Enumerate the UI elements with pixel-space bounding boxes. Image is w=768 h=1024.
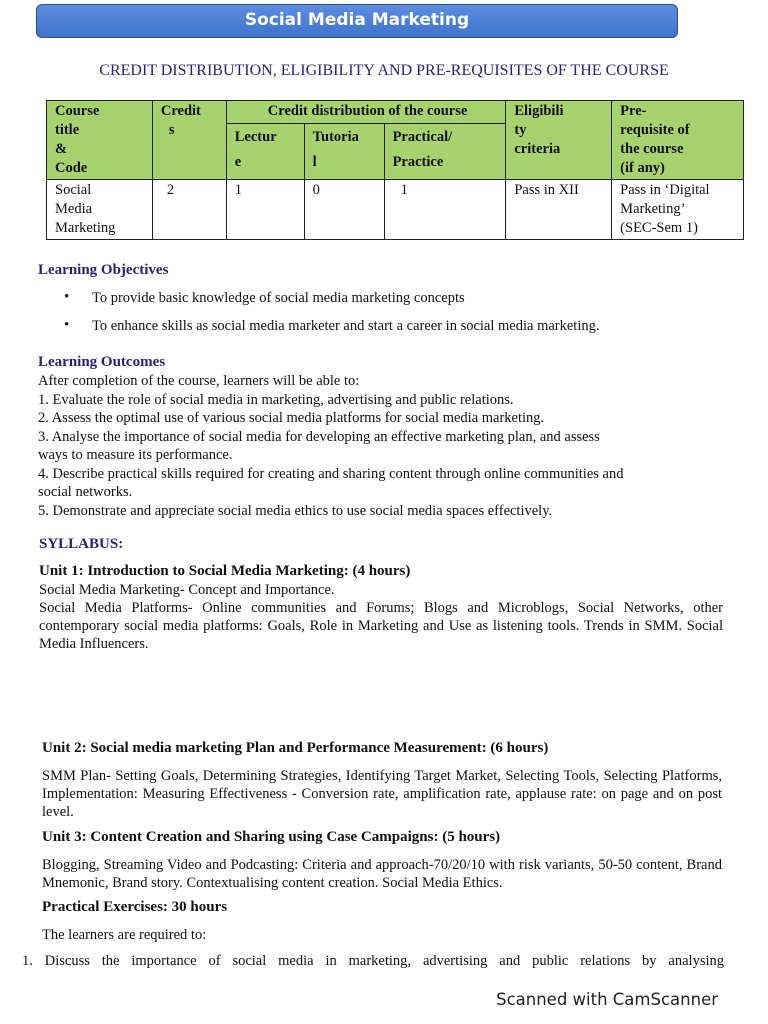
cell-eligibility: Pass in XII xyxy=(506,180,612,240)
cell-prerequisite: Pass in ‘Digital Marketing’ (SEC-Sem 1) xyxy=(612,180,744,240)
header-practical: Practical/ Practice xyxy=(384,124,506,180)
page-banner: Social Media Marketing xyxy=(36,4,678,38)
practical-title: Practical Exercises: 30 hours xyxy=(42,899,228,915)
unit1-line: Social Media Marketing- Concept and Importance. xyxy=(39,582,335,598)
syllabus-title: SYLLABUS: xyxy=(39,536,124,552)
header-lecture: Lectur e xyxy=(226,124,304,180)
cell-lecture: 1 xyxy=(226,180,304,240)
table-row xyxy=(47,180,744,240)
list-item: • To provide basic knowledge of social media marketing concepts xyxy=(60,290,600,318)
unit3-text: Blogging, Streaming Video and Podcasting: Criteria and approach-70/20/10 with risk variants, 50-50 content, Brand Mnemonic, Brand story. Contextualising content creation. Social Media Ethics. xyxy=(42,857,722,891)
outcome-line: 1. Evaluate the role of social media in marketing, advertising and public relations. xyxy=(38,391,514,408)
header-prerequisite: Pre- requisite of the course (if any) xyxy=(612,101,744,180)
header-eligibility: Eligibili ty criteria xyxy=(506,101,612,180)
section-heading: CREDIT DISTRIBUTION, ELIGIBILITY AND PRE-REQUISITES OF THE COURSE xyxy=(99,62,669,79)
outcome-line: 2. Assess the optimal use of various social media platforms for social media marketing. xyxy=(38,410,545,426)
outcome-line: After completion of the course, learners will be able to: xyxy=(38,373,360,389)
learning-objectives-title: Learning Objectives xyxy=(38,262,169,278)
header-course: Course title & Code xyxy=(47,101,153,180)
learning-outcomes-title: Learning Outcomes xyxy=(38,354,166,370)
outcome-line: social networks. xyxy=(38,484,133,500)
unit1-title: Unit 1: Introduction to Social Media Marketing: (4 hours) xyxy=(39,563,411,579)
cell-practical: 1 xyxy=(384,180,506,240)
credit-distribution-table xyxy=(46,100,744,240)
outcome-line: ways to measure its performance. xyxy=(38,447,233,463)
learning-outcomes-text xyxy=(38,372,738,520)
unit1-line: Social Media Platforms- Online communities and Forums; Blogs and Microblogs, Social Networks, other contemporary social media platforms: Goals, Role in Marketing and Use as listening tools. Trends in SMM. Social Media Influencers. xyxy=(39,600,723,652)
header-credits: Credit s xyxy=(152,101,226,180)
outcome-line: 4. Describe practical skills required for creating and sharing content through online communities and xyxy=(38,465,624,482)
camscanner-watermark: Scanned with CamScanner xyxy=(496,990,718,1009)
list-item: • To enhance skills as social media marketer and start a career in social media marketing. xyxy=(60,318,600,346)
unit1-text xyxy=(39,581,723,653)
cell-course: Social Media Marketing xyxy=(47,180,153,240)
header-distribution: Credit distribution of the course xyxy=(226,101,506,124)
unit2-title: Unit 2: Social media marketing Plan and Performance Measurement: (6 hours) xyxy=(42,740,549,756)
cell-credits: 2 xyxy=(152,180,226,240)
practical-intro: The learners are required to: xyxy=(42,927,207,943)
header-tutorial: Tutoria l xyxy=(304,124,384,180)
cell-tutorial: 0 xyxy=(304,180,384,240)
outcome-line: 3. Analyse the importance of social media for developing an effective marketing plan, and assess xyxy=(38,428,600,445)
outcome-line: 5. Demonstrate and appreciate social media ethics to use social media spaces effectively. xyxy=(38,502,553,519)
practical-item-1: 1. Discuss the importance of social media in marketing, advertising and public relations by analysing xyxy=(22,953,724,969)
learning-objectives-list xyxy=(60,290,600,346)
unit2-text: SMM Plan- Setting Goals, Determining Strategies, Identifying Target Market, Selecting Tools, Selecting Platforms, Implementation: Measuring Effectiveness - Conversion rate, amplification rate, applause rate: on page and on post level. xyxy=(42,768,722,820)
unit3-title: Unit 3: Content Creation and Sharing using Case Campaigns: (5 hours) xyxy=(42,829,501,845)
table-header-row xyxy=(47,101,744,124)
